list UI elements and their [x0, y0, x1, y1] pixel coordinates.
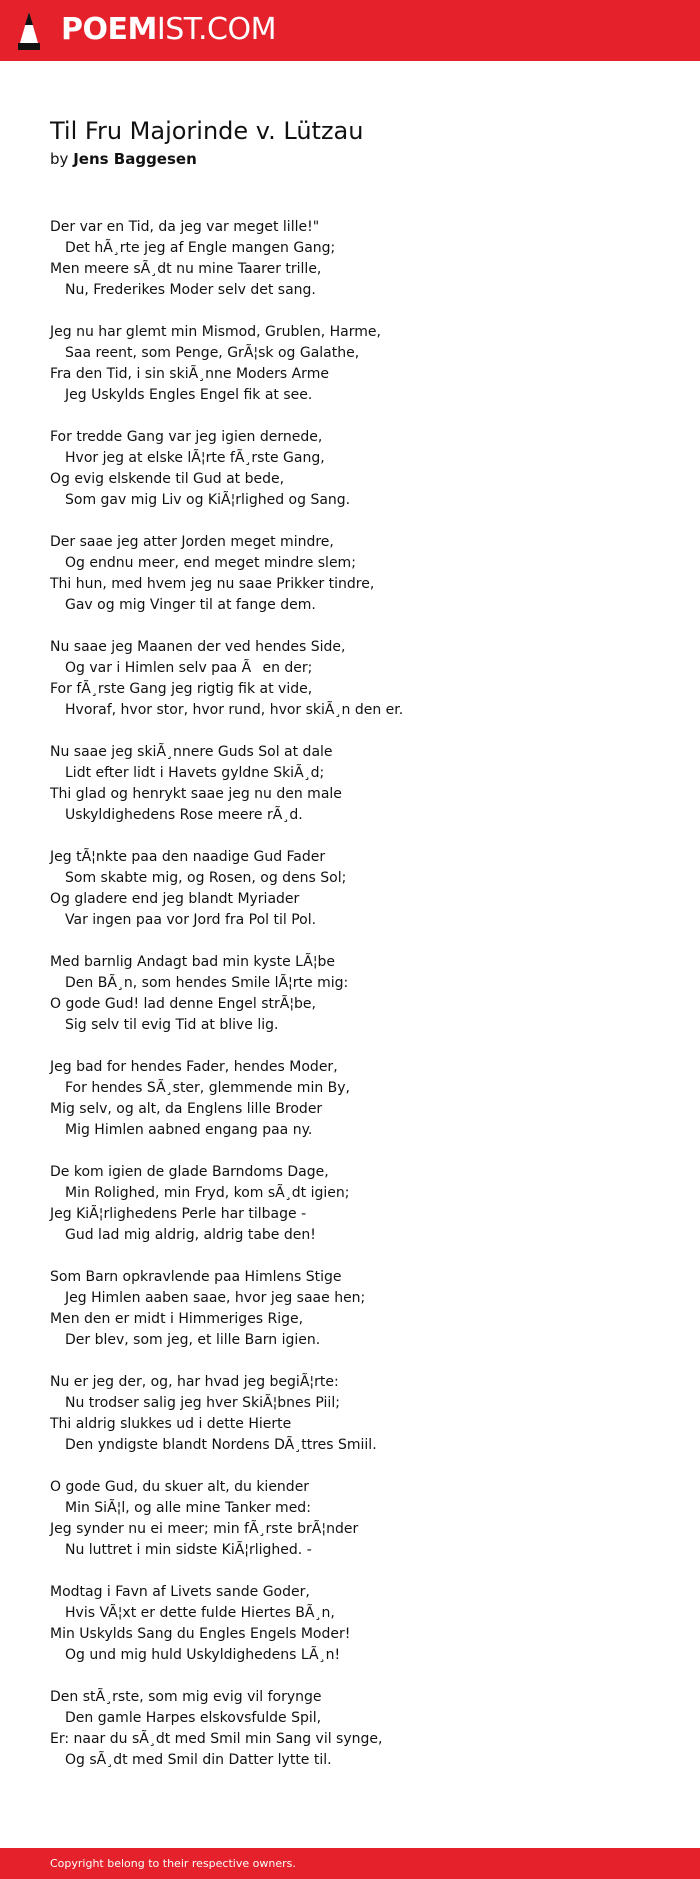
poem-line: Nu, Frederikes Moder selv det sang. [65, 282, 316, 298]
stanza [50, 742, 670, 826]
poem-line: Min SiÃ¦l, og alle mine Tanker med: [65, 1500, 311, 1516]
poem-line: Der var en Tid, da jeg var meget lille!" [50, 219, 320, 235]
poem-line: Og evig elskende til Gud at bede, [50, 471, 285, 487]
brand-light: IST.COM [156, 12, 276, 47]
copyright-notice: Copyright belong to their respective owners. [50, 1857, 296, 1870]
poem-line: Og endnu meer, end meget mindre slem; [65, 555, 356, 571]
poem-line: Uskyldighedens Rose meere rÃ¸d. [65, 807, 303, 823]
poem-line: Som skabte mig, og Rosen, og dens Sol; [65, 870, 347, 886]
poem-line: Med barnlig Andagt bad min kyste LÃ¦be [50, 954, 336, 970]
poem-line: Og var i Himlen selv paa Ãen der; [65, 660, 313, 676]
poem-line: Jeg bad for hendes Fader, hendes Moder, [50, 1059, 338, 1075]
stanza [50, 1477, 670, 1561]
poem-line: Modtag i Favn af Livets sande Goder, [50, 1584, 310, 1600]
poem-line: Thi aldrig slukkes ud i dette Hierte [50, 1416, 292, 1432]
site-header [0, 0, 700, 61]
stanza [50, 1582, 670, 1666]
poem-line: Nu saae jeg skiÃ¸nnere Guds Sol at dale [50, 744, 333, 760]
stanza [50, 637, 670, 721]
poem-line: De kom igien de glade Barndoms Dage, [50, 1164, 329, 1180]
stanza [50, 217, 670, 301]
poem-line: Jeg Uskylds Engles Engel fik at see. [65, 387, 313, 403]
poem-line: Og gladere end jeg blandt Myriader [50, 891, 300, 907]
poem-line: Hvor jeg at elske lÃ¦rte fÃ¸rste Gang, [65, 450, 325, 466]
brand-bold: POEM [61, 12, 157, 47]
poem-line: For hendes SÃ¸ster, glemmende min By, [65, 1080, 350, 1096]
poem-line: Der blev, som jeg, et lille Barn igien. [65, 1332, 321, 1348]
poem-line: Min Uskylds Sang du Engles Engels Moder! [50, 1626, 351, 1642]
poem-line: Fra den Tid, i sin skiÃ¸nne Moders Arme [50, 366, 329, 382]
poem-line: O gode Gud, du skuer alt, du kiender [50, 1479, 310, 1495]
site-footer [0, 1848, 700, 1879]
poem-line: Den stÃ¸rste, som mig evig vil forynge [50, 1689, 322, 1705]
by-prefix: by [50, 150, 69, 168]
poem-line: Nu saae jeg Maanen der ved hendes Side, [50, 639, 346, 655]
poem-line: Gav og mig Vinger til at fange dem. [65, 597, 316, 613]
poem-line: Gud lad mig aldrig, aldrig tabe den! [65, 1227, 316, 1243]
poem-line: Som gav mig Liv og KiÃ¦rlighed og Sang. [65, 492, 351, 508]
poem-line: Min Rolighed, min Fryd, kom sÃ¸dt igien; [65, 1185, 350, 1201]
poem-line: For fÃ¸rste Gang jeg rigtig fik at vide, [50, 681, 313, 697]
stanza [50, 1372, 670, 1456]
poem-line: Den BÃ¸n, som hendes Smile lÃ¦rte mig: [65, 975, 349, 991]
poem-line: Jeg tÃ¦nkte paa den naadige Gud Fader [50, 849, 326, 865]
poem-line: Jeg KiÃ¦rlighedens Perle har tilbage - [50, 1206, 307, 1222]
poem-line: Den yndigste blandt Nordens DÃ¸ttres Smiil. [65, 1437, 377, 1453]
poem-title: Til Fru Majorinde v. Lützau [50, 117, 364, 145]
poem-line: Thi hun, med hvem jeg nu saae Prikker tindre, [50, 576, 375, 592]
stanza [50, 427, 670, 511]
pencil-tip-icon[interactable] [16, 10, 42, 52]
poem-line: Nu luttret i min sidste KiÃ¦rlighed. - [65, 1542, 312, 1558]
poem-line: Sig selv til evig Tid at blive lig. [65, 1017, 279, 1033]
poem-line: Det hÃ¸rte jeg af Engle mangen Gang; [65, 240, 336, 256]
stanza [50, 1267, 670, 1351]
poem-line: Thi glad og henrykt saae jeg nu den male [50, 786, 342, 802]
poem-line: Hvoraf, hvor stor, hvor rund, hvor skiÃ¸n den er. [65, 702, 404, 718]
author-name[interactable]: Jens Baggesen [73, 150, 197, 168]
poem-line: Jeg nu har glemt min Mismod, Grublen, Harme, [50, 324, 381, 340]
poem-line: Men den er midt i Himmeriges Rige, [50, 1311, 304, 1327]
poem-line: Var ingen paa vor Jord fra Pol til Pol. [65, 912, 317, 928]
poem-line: Men meere sÃ¸dt nu mine Taarer trille, [50, 261, 322, 277]
stanza [50, 952, 670, 1036]
site-logo-text[interactable] [61, 10, 276, 50]
poem-line: Lidt efter lidt i Havets gyldne SkiÃ¸d; [65, 765, 325, 781]
poem-line: For tredde Gang var jeg igien dernede, [50, 429, 323, 445]
poem-line: Er: naar du sÃ¸dt med Smil min Sang vil synge, [50, 1731, 383, 1747]
stanza [50, 1162, 670, 1246]
poem-line: Jeg Himlen aaben saae, hvor jeg saae hen; [65, 1290, 366, 1306]
stanza [50, 322, 670, 406]
poem-line: Mig selv, og alt, da Englens lille Broder [50, 1101, 323, 1117]
poem-line: Og und mig huld Uskyldighedens LÃ¸n! [65, 1647, 341, 1663]
byline [50, 148, 197, 170]
poem-line: O gode Gud! lad denne Engel strÃ¦be, [50, 996, 316, 1012]
poem-line: Hvis VÃ¦xt er dette fulde Hiertes BÃ¸n, [65, 1605, 335, 1621]
stanza [50, 532, 670, 616]
stanza [50, 1057, 670, 1141]
poem-line: Nu trodser salig jeg hver SkiÃ¦bnes Piil; [65, 1395, 340, 1411]
poem-line: Og sÃ¸dt med Smil din Datter lytte til. [65, 1752, 332, 1768]
poem-line: Nu er jeg der, og, har hvad jeg begiÃ¦rte: [50, 1374, 339, 1390]
poem-line: Saa reent, som Penge, GrÃ¦sk og Galathe, [65, 345, 360, 361]
poem-line: Jeg synder nu ei meer; min fÃ¸rste brÃ¦nder [50, 1521, 359, 1537]
poem-body [50, 217, 670, 1792]
poem-line: Den gamle Harpes elskovsfulde Spil, [65, 1710, 322, 1726]
poem-line: Som Barn opkravlende paa Himlens Stige [50, 1269, 342, 1285]
poem-line: Mig Himlen aabned engang paa ny. [65, 1122, 313, 1138]
stanza [50, 1687, 670, 1771]
stanza [50, 847, 670, 931]
poem-line: Der saae jeg atter Jorden meget mindre, [50, 534, 334, 550]
